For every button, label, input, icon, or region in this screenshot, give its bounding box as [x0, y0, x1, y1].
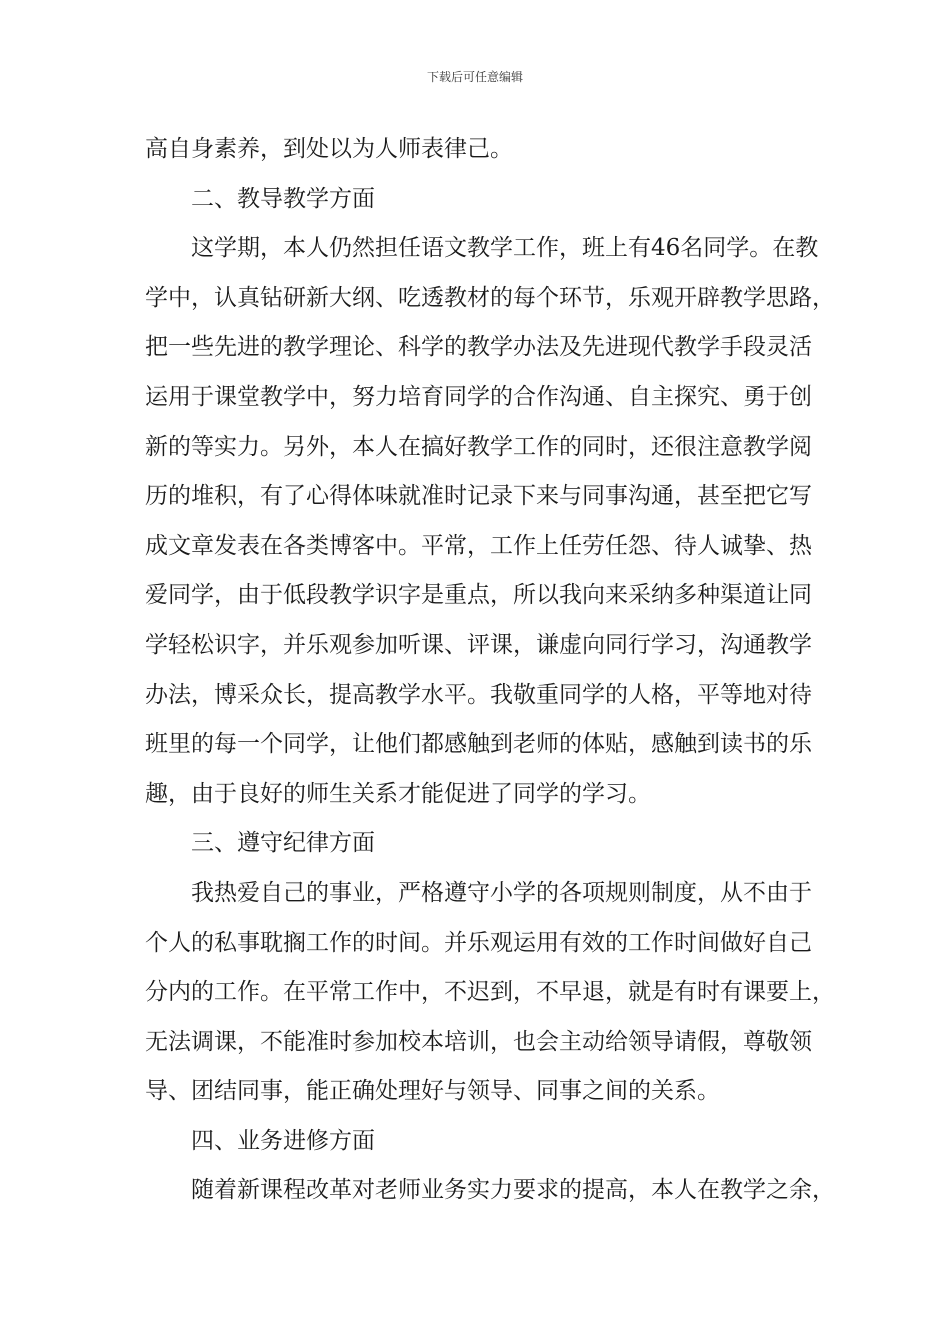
paragraph-line: 导、团结同事，能正确处理好与领导、同事之间的关系。: [145, 1078, 720, 1105]
paragraph-line: 这学期，本人仍然担任语文教学工作，班上有46名同学。在教: [191, 235, 819, 262]
paragraph-line: 无法调课，不能准时参加校本培训，也会主动给领导请假，尊敬领: [145, 1028, 812, 1055]
paragraph-line: 班里的每一个同学，让他们都感触到老师的体贴，感触到读书的乐: [145, 731, 812, 758]
section-heading: 四、业务进修方面: [191, 1127, 375, 1154]
page-header: 下载后可任意编辑: [426, 70, 523, 84]
paragraph-line: 运用于课堂教学中，努力培育同学的合作沟通、自主探究、勇于创: [145, 383, 812, 410]
paragraph-line: 高自身素养，到处以为人师表律己。: [145, 136, 513, 162]
paragraph-line: 学中，认真钻研新大纲、吃透教材的每个环节，乐观开辟教学思路，: [145, 284, 835, 311]
section-heading: 二、教导教学方面: [191, 185, 375, 212]
paragraph-line: 学轻松识字，并乐观参加听课、评课，谦虚向同行学习，沟通教学: [145, 631, 812, 658]
paragraph-line: 分内的工作。在平常工作中，不迟到，不早退，就是有时有课要上，: [145, 979, 835, 1006]
paragraph-line: 爱同学，由于低段教学识字是重点，所以我向来采纳多种渠道让同: [145, 582, 812, 609]
paragraph-line: 个人的私事耽搁工作的时间。并乐观运用有效的工作时间做好自己: [145, 929, 812, 956]
document-body: [145, 125, 835, 1216]
paragraph-line: 新的等实力。另外，本人在搞好教学工作的同时，还很注意教学阅: [145, 433, 812, 460]
paragraph-line: 趣，由于良好的师生关系才能促进了同学的学习。: [145, 780, 651, 807]
section-heading: 三、遵守纪律方面: [191, 830, 375, 857]
paragraph-line: 随着新课程改革对老师业务实力要求的提高，本人在教学之余，: [191, 1177, 835, 1204]
paragraph-line: 成文章发表在各类博客中。平常，工作上任劳任怨、待人诚挚、热: [145, 532, 812, 559]
paragraph-line: 历的堆积，有了心得体味就准时记录下来与同事沟通，甚至把它写: [145, 483, 812, 510]
paragraph-line: 我热爱自己的事业，严格遵守小学的各项规则制度，从不由于: [191, 879, 812, 906]
paragraph-line: 办法，博采众长，提高教学水平。我敬重同学的人格，平等地对待: [145, 681, 812, 708]
paragraph-line: 把一些先进的教学理论、科学的教学办法及先进现代教学手段灵活: [145, 334, 812, 361]
